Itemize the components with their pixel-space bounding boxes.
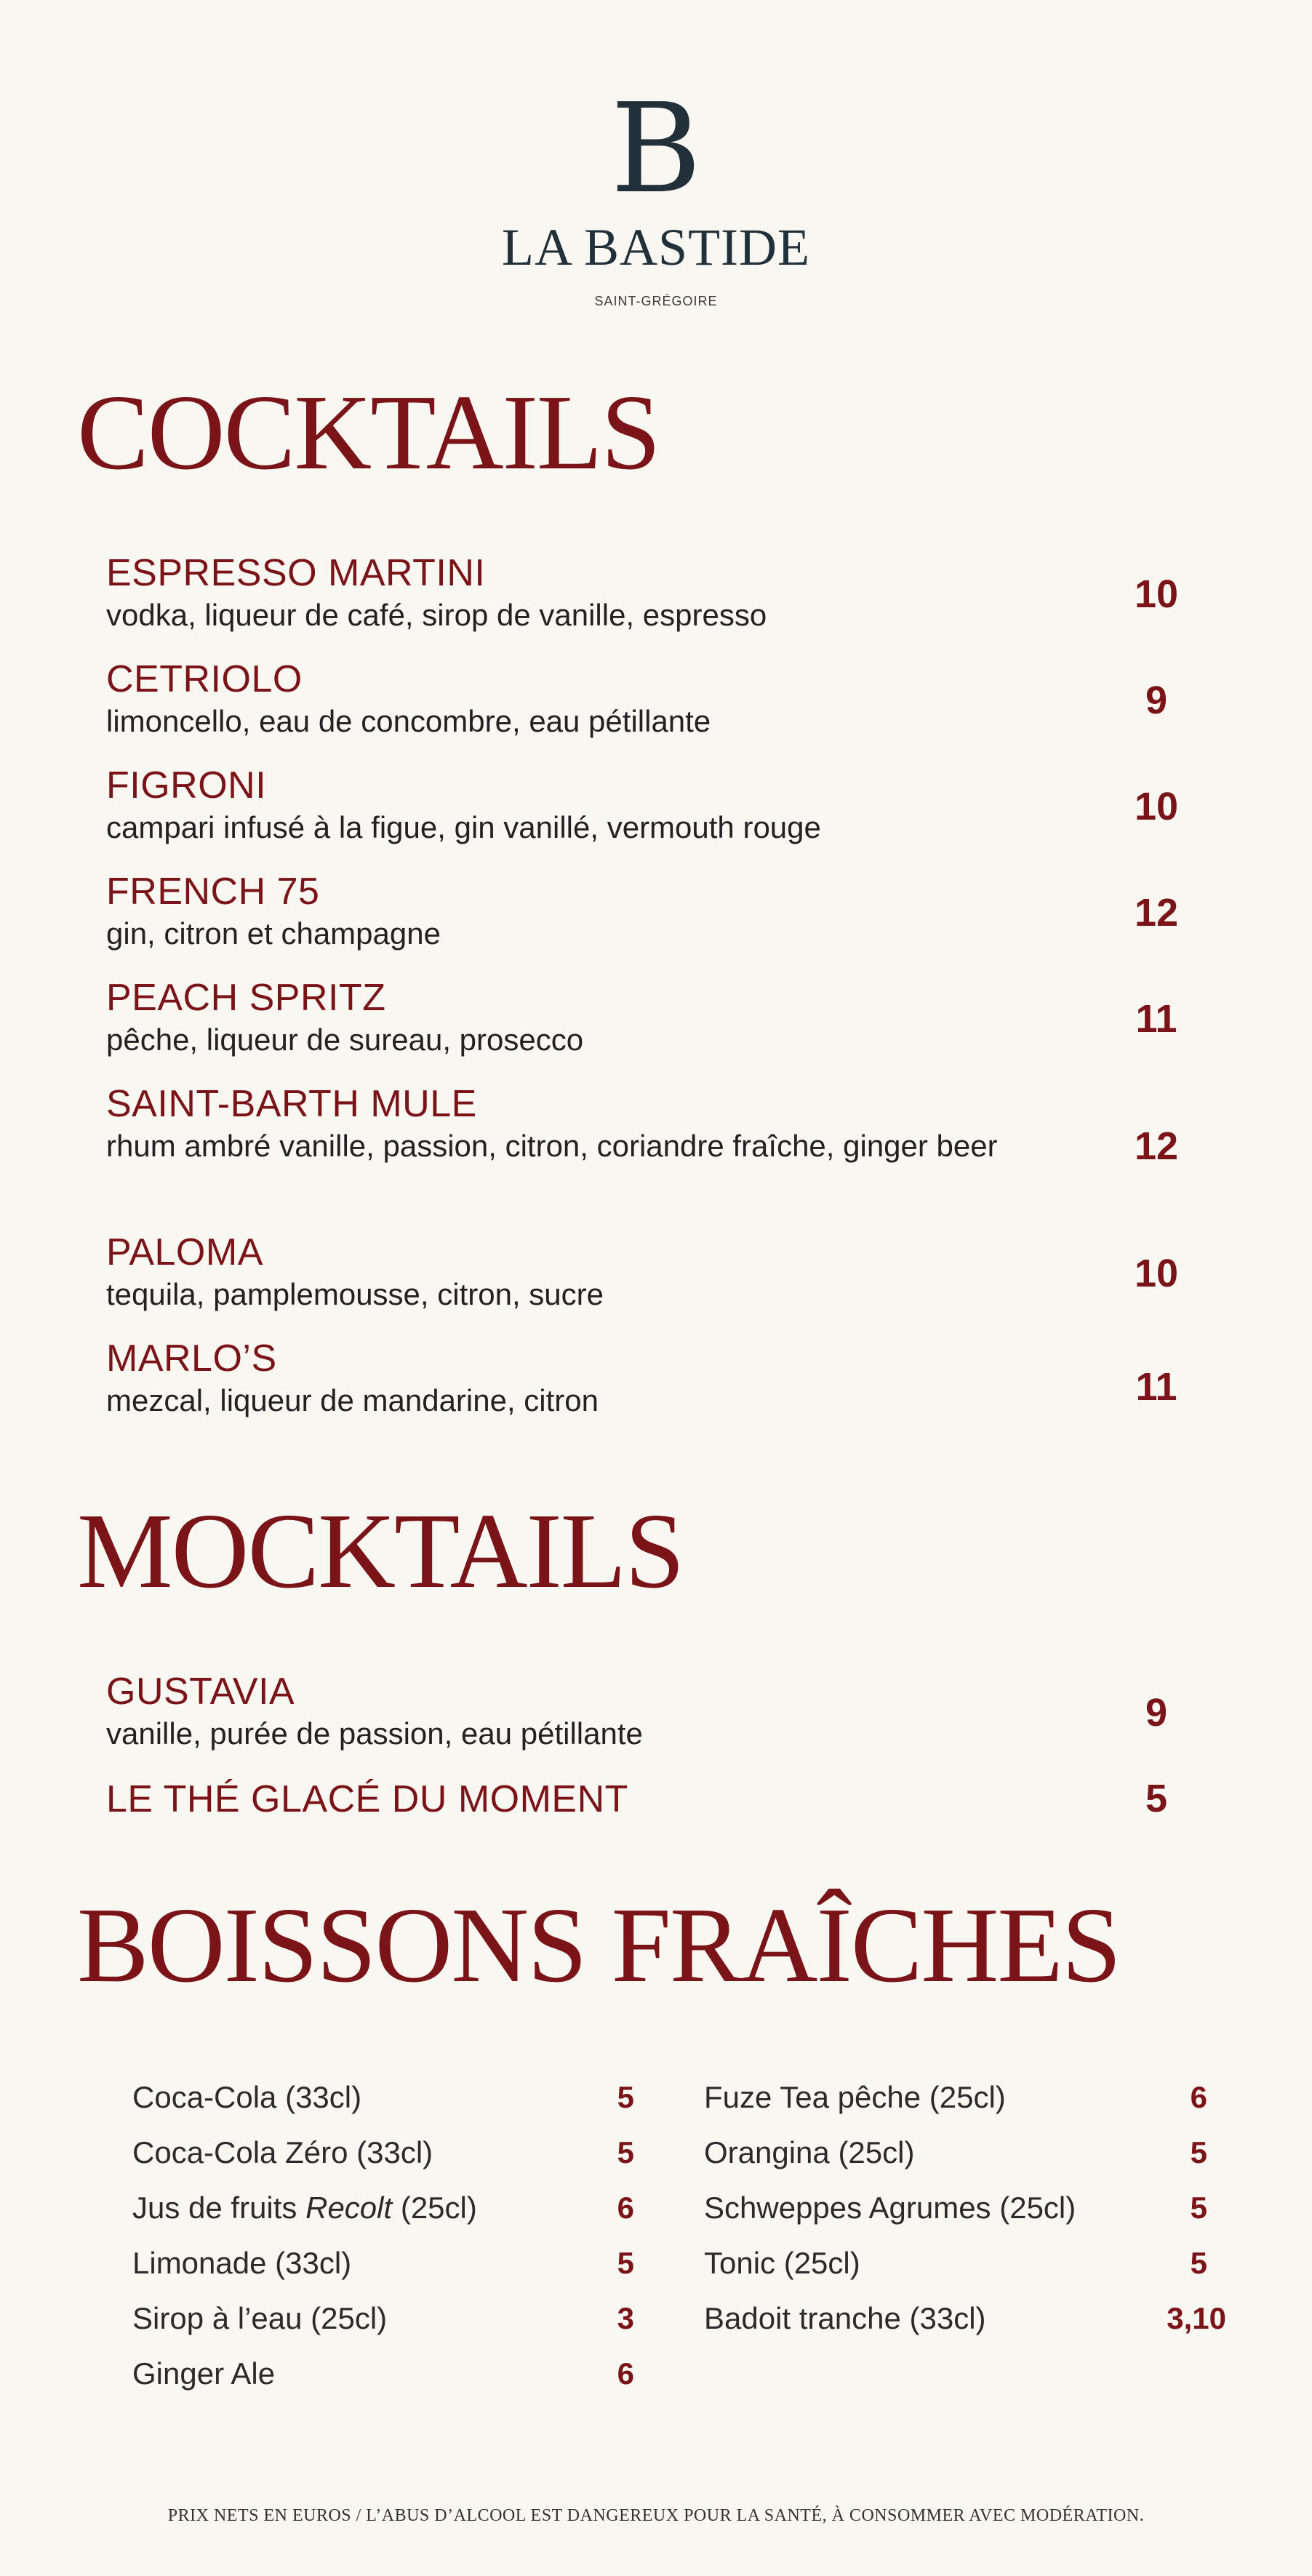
item-name: PALOMA (106, 1231, 263, 1273)
item-name: PEACH SPRITZ (106, 977, 386, 1019)
item-price: 9 (1145, 679, 1168, 722)
restaurant-location: SAINT-GRÉGOIRE (594, 294, 718, 308)
item-description: mezcal, liqueur de mandarine, citron (106, 1383, 599, 1417)
menu-item (106, 1231, 1197, 1315)
brand-logo (0, 77, 1312, 309)
drink-price: 3,10 (1167, 2301, 1226, 2335)
logo-mark: B (610, 77, 702, 221)
menu-item (106, 1337, 1197, 1421)
section-title-fresh-drinks: BOISSONS FRAÎCHES (77, 1886, 1121, 2005)
item-description: tequila, pamplemousse, citron, sucre (106, 1277, 604, 1311)
drink-price: 6 (617, 2356, 634, 2391)
drink-name-prefix: Jus de fruits (132, 2191, 306, 2225)
item-name: LE THÉ GLACÉ DU MOMENT (106, 1778, 628, 1820)
drink-name: Badoit tranche (33cl) (704, 2301, 986, 2335)
drink-price: 5 (1190, 2191, 1207, 2225)
menu-item (106, 1777, 1197, 1821)
drink-price: 5 (617, 2135, 634, 2169)
item-name: ESPRESSO MARTINI (106, 552, 486, 594)
item-price: 10 (1134, 1252, 1179, 1295)
item-name: SAINT-BARTH MULE (106, 1083, 477, 1125)
item-price: 10 (1134, 572, 1179, 616)
item-price: 5 (1145, 1777, 1168, 1820)
item-name: MARLO’S (106, 1337, 277, 1380)
legal-footer: PRIX NETS EN EUROS / L’ABUS D’ALCOOL EST DANGEREUX POUR LA SANTÉ, À CONSOMMER AVEC MODÉRATION. (167, 2506, 1145, 2525)
item-description: vodka, liqueur de café, sirop de vanille, espresso (106, 598, 767, 632)
drink-name: Orangina (25cl) (704, 2135, 915, 2169)
section-title-mocktails: MOCKTAILS (77, 1492, 684, 1611)
drink-name: Sirop à l’eau (25cl) (132, 2301, 388, 2335)
menu-item (106, 551, 1197, 636)
item-name: FIGRONI (106, 764, 267, 807)
drink-price: 5 (617, 2080, 634, 2114)
menu-item (106, 976, 1197, 1060)
drink-name: Coca-Cola Zéro (33cl) (132, 2135, 433, 2169)
item-description: pêche, liqueur de sureau, prosecco (106, 1023, 584, 1057)
drink-name: Tonic (25cl) (704, 2246, 860, 2280)
drink-price: 5 (1190, 2135, 1207, 2169)
item-price: 11 (1135, 997, 1177, 1041)
item-price: 12 (1134, 1124, 1179, 1168)
item-price: 9 (1145, 1691, 1168, 1735)
item-name: CETRIOLO (106, 658, 303, 700)
item-description: limoncello, eau de concombre, eau pétillante (106, 704, 711, 738)
section-title-cocktails: COCKTAILS (77, 373, 660, 492)
drink-name: Limonade (33cl) (132, 2246, 352, 2280)
menu-item (106, 1670, 1197, 1754)
item-price: 11 (1135, 1365, 1177, 1409)
drink-price: 5 (1190, 2246, 1207, 2280)
item-price: 10 (1134, 785, 1179, 828)
drink-price: 3 (617, 2301, 634, 2335)
drink-price: 6 (1190, 2080, 1207, 2114)
drink-name: Coca-Cola (33cl) (132, 2080, 362, 2114)
drink-brand: Recolt (305, 2191, 393, 2225)
drink-price: 5 (617, 2246, 634, 2280)
menu-item (106, 657, 1197, 742)
item-description: vanille, purée de passion, eau pétillante (106, 1716, 643, 1751)
item-description: rhum ambré vanille, passion, citron, coriandre fraîche, ginger beer (106, 1129, 998, 1163)
menu-item (106, 870, 1197, 954)
item-description: campari infusé à la figue, gin vanillé, vermouth rouge (106, 810, 821, 844)
drink-name: Ginger Ale (132, 2356, 276, 2391)
drink-name: Schweppes Agrumes (25cl) (704, 2191, 1076, 2225)
item-name: FRENCH 75 (106, 871, 320, 913)
item-description: gin, citron et champagne (106, 916, 441, 951)
drink-name-suffix: (25cl) (392, 2191, 477, 2225)
drink-name: Fuze Tea pêche (25cl) (704, 2080, 1006, 2114)
drink-name (132, 2188, 477, 2228)
menu-item (106, 764, 1197, 848)
menu-item (106, 1082, 1197, 1167)
item-price: 12 (1134, 891, 1179, 935)
restaurant-name: LA BASTIDE (502, 218, 810, 276)
drink-price: 6 (617, 2191, 634, 2225)
item-name: GUSTAVIA (106, 1671, 295, 1713)
